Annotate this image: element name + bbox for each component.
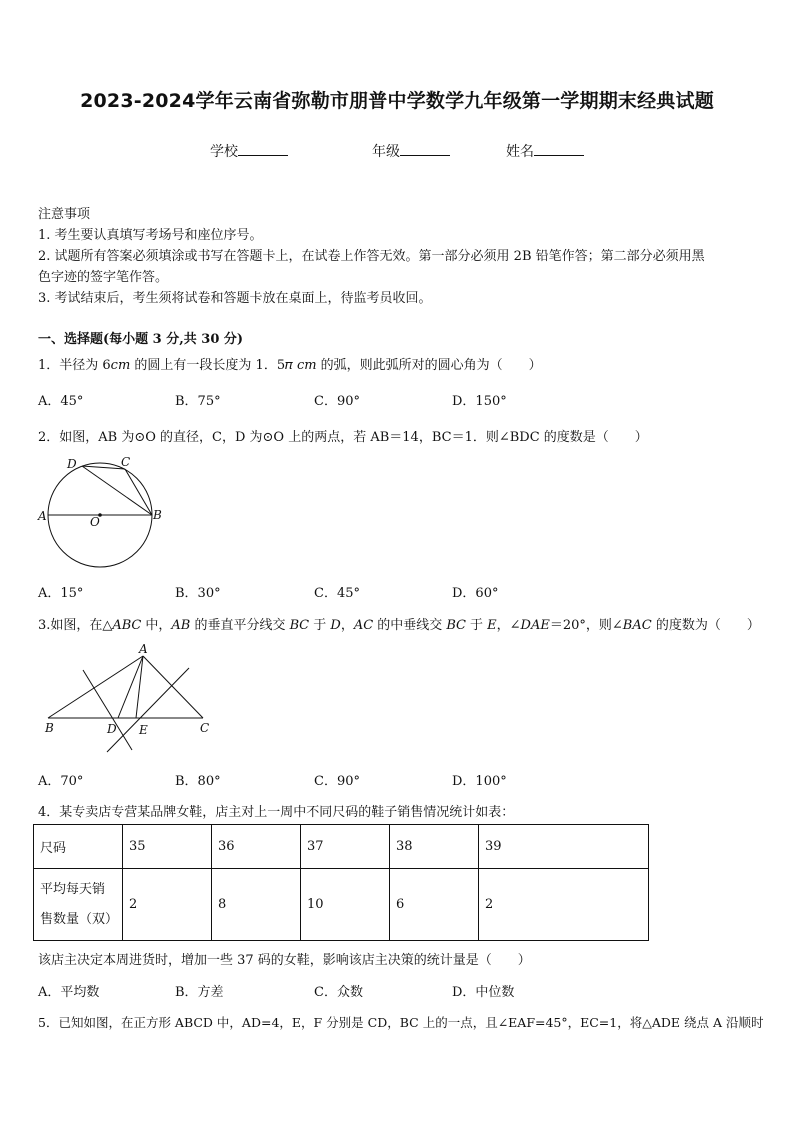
- question-3-stem: 3.如图，在△𝐴𝐵𝐶 中，𝐴𝐵 的垂直平分线交 𝐵𝐶 于 𝐷，𝐴𝐶 的中垂线交 𝐵𝐶 于 𝐸，∠𝐷𝐴𝐸＝20°，则∠𝐵𝐴𝐶 的度数为（ ）: [38, 618, 760, 633]
- question-4-followup: 该店主决定本周进货时，增加一些 37 码的女鞋，影响该店主决策的统计量是（ ）: [38, 953, 531, 968]
- label-a: A: [38, 509, 47, 523]
- question-5-stem: 5．已知如图，在正方形 ABCD 中，AD=4，E，F 分别是 CD，BC 上的一点，且∠EAF=45°，EC=1，将△ADE 绕点 A 沿顺时: [38, 1015, 764, 1030]
- label-a: A: [139, 642, 148, 656]
- q1-option-d[interactable]: D．150°: [452, 394, 507, 409]
- q3-option-c[interactable]: C．90°: [314, 774, 360, 789]
- q3-option-b[interactable]: B．80°: [175, 774, 221, 789]
- name-field: [506, 141, 584, 161]
- grade-label: 年级: [372, 144, 400, 160]
- q1-option-a[interactable]: A．45°: [38, 394, 84, 409]
- q2-option-d[interactable]: D．60°: [452, 586, 499, 601]
- name-label: 姓名: [506, 144, 534, 160]
- q3-option-a[interactable]: A．70°: [38, 774, 84, 789]
- label-c: C: [121, 455, 131, 469]
- header-line: 售数量（双）: [40, 911, 119, 927]
- segment-cb: [125, 469, 152, 515]
- table-cell: 6: [390, 869, 479, 941]
- sales-table: [33, 824, 649, 941]
- label-d: D: [107, 722, 117, 736]
- q4-option-d[interactable]: D．中位数: [452, 985, 515, 1000]
- q4-option-a[interactable]: A．平均数: [38, 985, 100, 1000]
- section-heading: 一、选择题(每小题 3 分,共 30 分): [38, 332, 244, 347]
- table-cell: 35: [123, 825, 212, 869]
- side-ab: [48, 656, 143, 718]
- table-cell: 2: [479, 869, 649, 941]
- grade-blank[interactable]: [400, 143, 450, 156]
- perp-bisector-ac: [107, 668, 189, 752]
- table-cell: 38: [390, 825, 479, 869]
- segment-db: [82, 466, 152, 515]
- table-cell: 2: [123, 869, 212, 941]
- label-c: C: [200, 721, 210, 735]
- grade-field: [372, 141, 450, 161]
- q2-option-b[interactable]: B．30°: [175, 586, 221, 601]
- table-cell: 39: [479, 825, 649, 869]
- label-o: O: [90, 515, 100, 529]
- table-row: [34, 825, 649, 869]
- table-header-sales: [34, 869, 123, 941]
- side-ac: [143, 656, 203, 718]
- notice-heading: 注意事项: [38, 207, 91, 222]
- label-b: B: [45, 721, 54, 735]
- table-cell: 8: [212, 869, 301, 941]
- triangle-diagram: [35, 640, 220, 765]
- table-cell: 37: [301, 825, 390, 869]
- label-e: E: [139, 723, 148, 737]
- q4-option-c[interactable]: C．众数: [314, 985, 363, 1000]
- question-4-stem: 4．某专卖店专营某品牌女鞋，店主对上一周中不同尺码的鞋子销售情况统计如表：: [38, 805, 515, 820]
- q1-option-b[interactable]: B．75°: [175, 394, 221, 409]
- label-b: B: [153, 508, 162, 522]
- circle-diagram: [30, 450, 170, 575]
- header-line: 平均每天销: [40, 881, 106, 897]
- q2-option-c[interactable]: C．45°: [314, 586, 360, 601]
- page-title: 2023-2024学年云南省弥勒市朋普中学数学九年级第一学期期末经典试题: [80, 90, 714, 112]
- q2-option-a[interactable]: A．15°: [38, 586, 84, 601]
- notice-item: 色字迹的签字笔作答。: [38, 270, 169, 285]
- table-row: [34, 869, 649, 941]
- notice-item: 3. 考试结束后，考生须将试卷和答题卡放在桌面上，待监考员收回。: [38, 291, 432, 306]
- table-cell: 10: [301, 869, 390, 941]
- q1-option-c[interactable]: C．90°: [314, 394, 360, 409]
- name-blank[interactable]: [534, 143, 584, 156]
- q4-option-b[interactable]: B．方差: [175, 985, 224, 1000]
- question-2-stem: 2．如图，AB 为⊙O 的直径，C，D 为⊙O 上的两点，若 AB＝14，BC＝1．则∠BDC 的度数是（ ）: [38, 430, 648, 445]
- table-cell: 36: [212, 825, 301, 869]
- table-header-size: 尺码: [34, 825, 123, 869]
- q3-option-d[interactable]: D．100°: [452, 774, 507, 789]
- school-field: [210, 141, 288, 161]
- school-blank[interactable]: [238, 143, 288, 156]
- school-label: 学校: [210, 144, 238, 160]
- notice-item: 2. 试题所有答案必须填涂或书写在答题卡上，在试卷上作答无效。第一部分必须用 2B 铅笔作答；第二部分必须用黑: [38, 249, 705, 264]
- notice-item: 1. 考生要认真填写考场号和座位序号。: [38, 228, 263, 243]
- perp-bisector-ab: [83, 670, 132, 750]
- label-d: D: [67, 457, 77, 471]
- question-1-stem: 1．半径为 6𝑐𝑚 的圆上有一段长度为 1．5𝜋 𝑐𝑚 的弧，则此弧所对的圆心角为（ ）: [38, 358, 542, 373]
